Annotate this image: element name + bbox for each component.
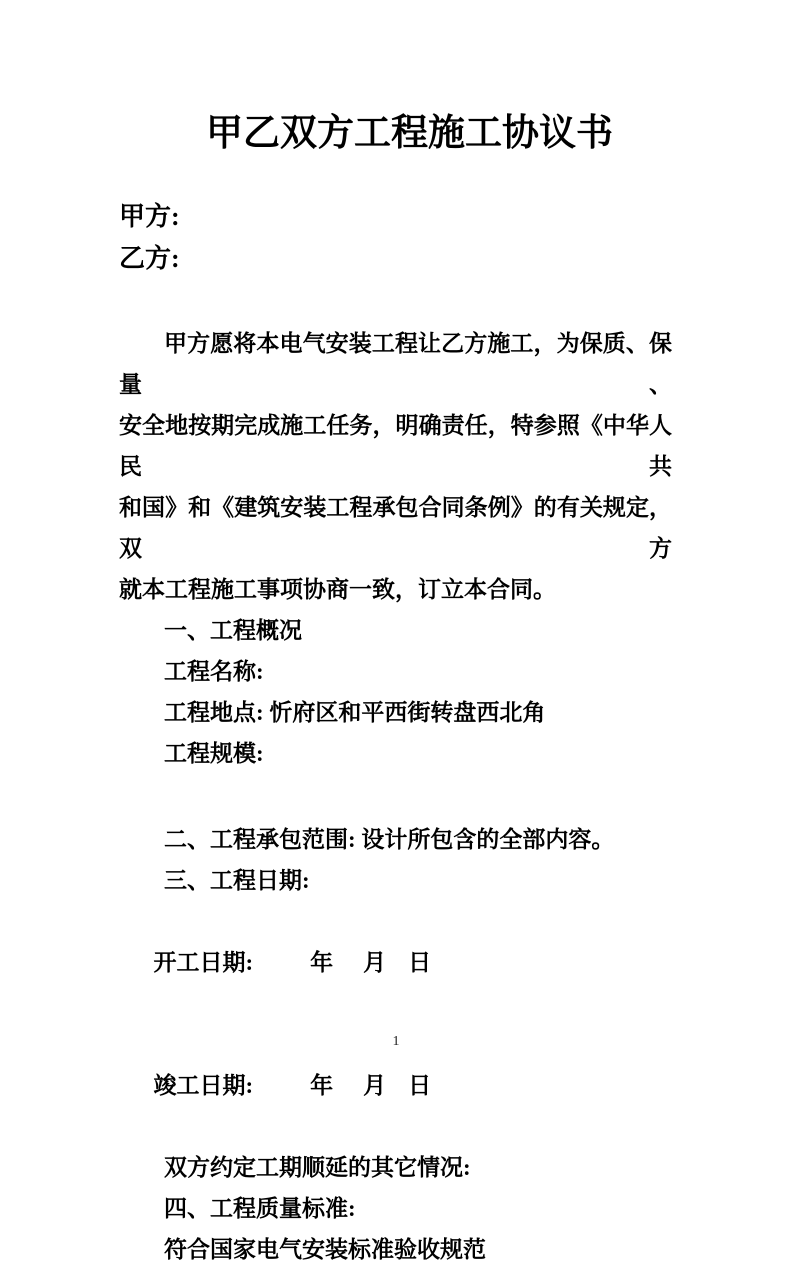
intro-paragraph-line-1: 甲方愿将本电气安装工程让乙方施工，为保质、保量、 <box>119 331 672 397</box>
intro-paragraph-line-4: 就本工程施工事项协商一致，订立本合同。 <box>119 577 556 602</box>
project-location-line: 工程地点: 忻府区和平西街转盘西北角 <box>164 700 546 725</box>
section-1-heading: 一、工程概况 <box>164 618 302 643</box>
document-title: 甲乙双方工程施工协议书 <box>206 113 613 154</box>
intro-paragraph-line-3: 和国》和《建筑安装工程承包合同条例》的有关规定，双方 <box>119 495 672 561</box>
start-date-label: 开工日期: <box>153 950 254 975</box>
section-4-heading: 四、工程质量标准: <box>164 1196 356 1221</box>
start-date-year-field: 年 <box>310 950 334 975</box>
party-b-label: 乙方: <box>119 244 180 273</box>
end-date-month-field: 月 <box>363 1073 387 1098</box>
end-date-year-field: 年 <box>310 1073 334 1098</box>
page-number: 1 <box>392 1034 400 1049</box>
quality-standard-line: 符合国家电气安装标准验收规范 <box>164 1237 486 1262</box>
document-content <box>119 0 672 1270</box>
delay-note-line: 双方约定工期顺延的其它情况: <box>164 1155 471 1180</box>
start-date-month-field: 月 <box>363 950 387 975</box>
project-scale-line: 工程规模: <box>164 741 264 766</box>
end-date-label: 竣工日期: <box>153 1073 254 1098</box>
end-date-day-field: 日 <box>408 1073 432 1098</box>
party-a-label: 甲方: <box>119 202 180 231</box>
start-date-day-field: 日 <box>408 950 432 975</box>
section-2-heading: 二、工程承包范围: 设计所包含的全部内容。 <box>164 827 615 852</box>
intro-paragraph-line-2: 安全地按期完成施工任务，明确责任，特参照《中华人民共 <box>119 413 672 479</box>
start-date-line <box>119 901 672 1024</box>
spacer <box>119 774 672 819</box>
project-name-line: 工程名称: <box>164 659 264 684</box>
spacer <box>119 280 672 323</box>
section-3-heading: 三、工程日期: <box>164 868 310 893</box>
